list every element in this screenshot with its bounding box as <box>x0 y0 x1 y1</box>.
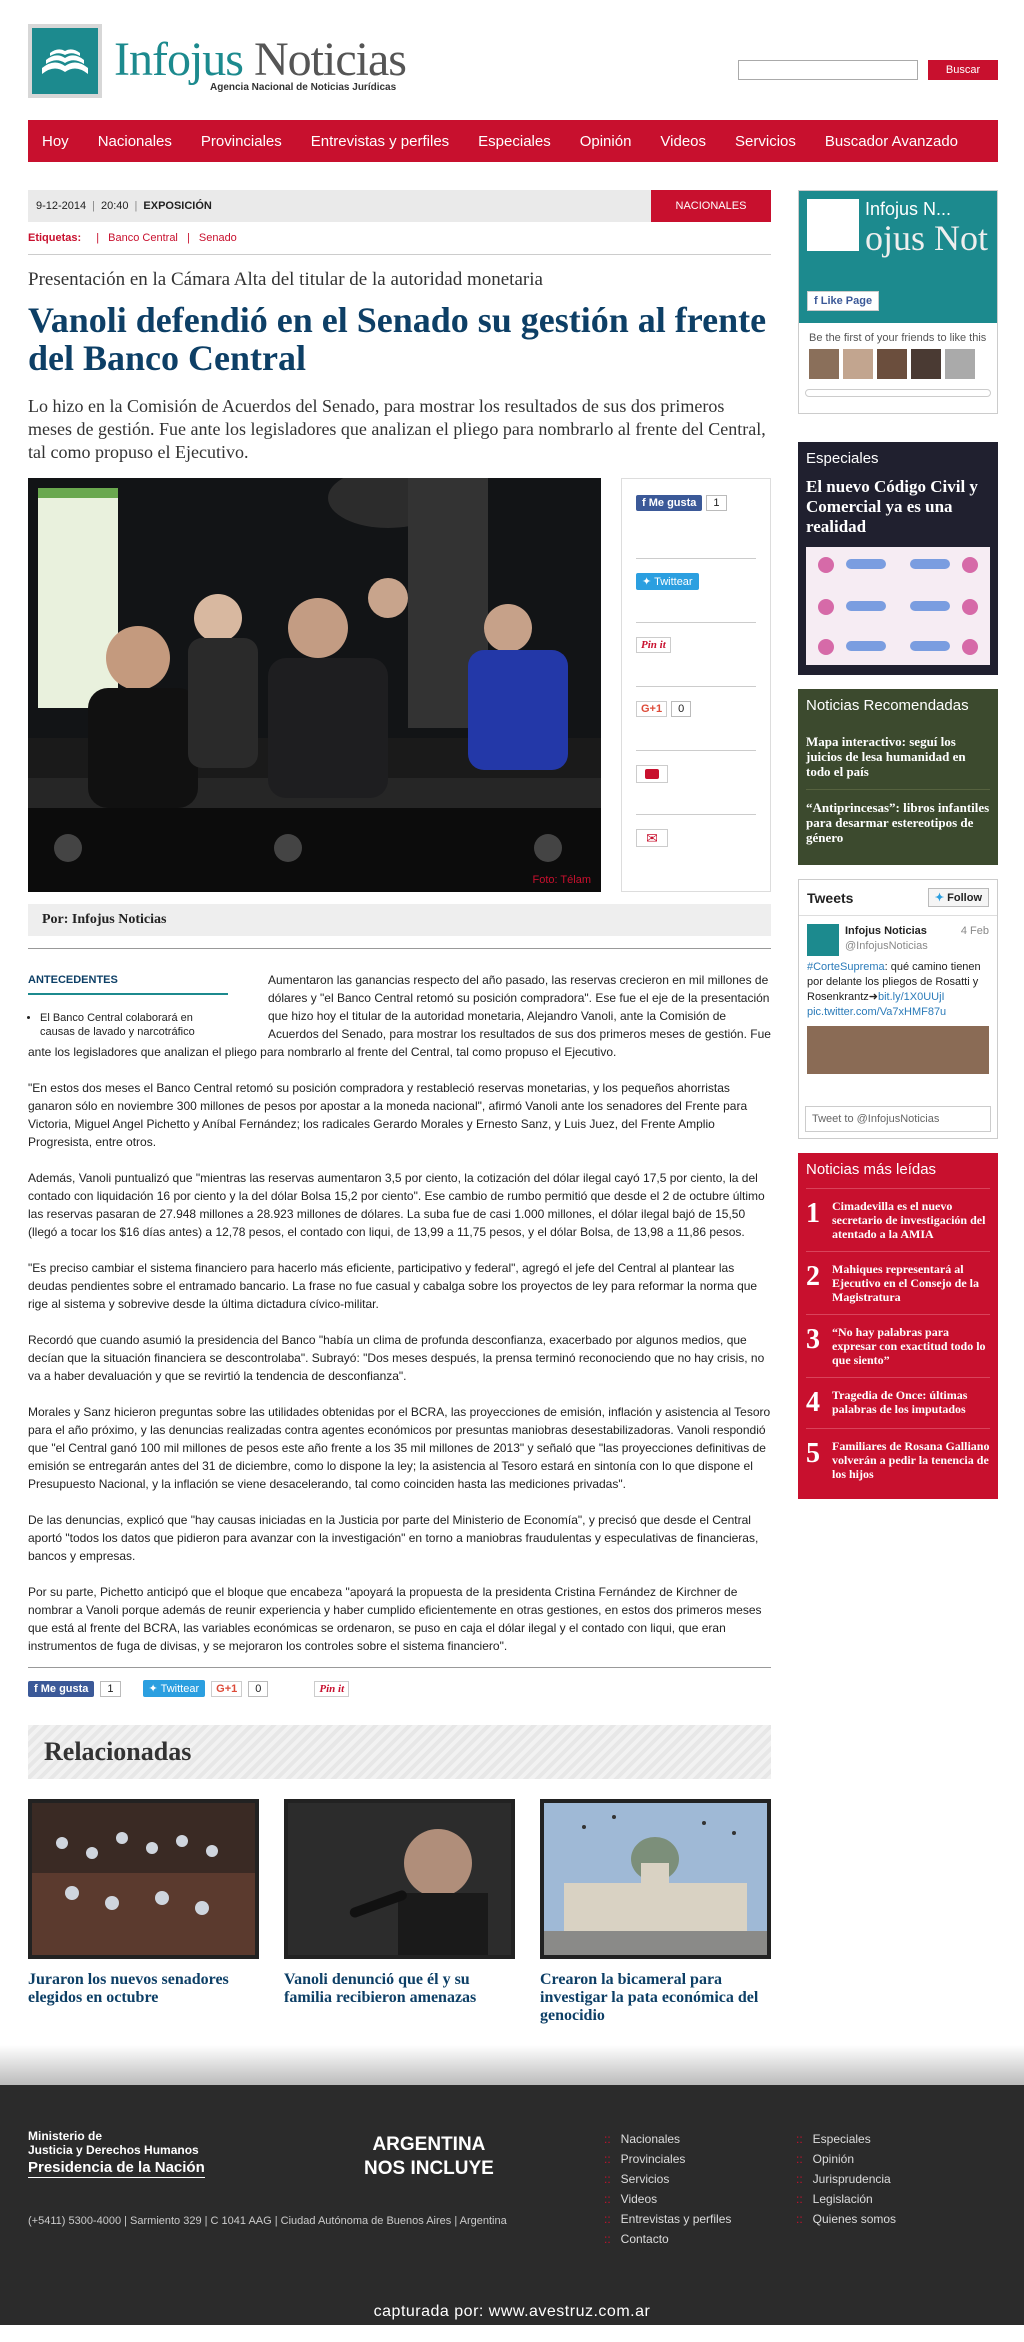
avatar[interactable] <box>809 349 839 379</box>
twitter-follow-button[interactable]: ✦ Follow <box>928 888 989 907</box>
mas-leida-title[interactable]: “No hay palabras para expresar con exactitud todo lo que siento” <box>832 1325 986 1367</box>
related-image[interactable] <box>284 1799 515 1959</box>
search-button[interactable]: Buscar <box>928 60 998 80</box>
nav-opinion[interactable]: Opinión <box>579 132 632 150</box>
tweet-pic-link[interactable]: pic.twitter.com/Va7xHMF87u <box>807 1006 947 1018</box>
footer-link[interactable]: :: Videos <box>604 2189 731 2209</box>
nav-entrevistas[interactable]: Entrevistas y perfiles <box>310 132 450 150</box>
twitter-widget <box>798 879 998 1139</box>
recomendadas-heading: Noticias Recomendadas <box>806 697 969 714</box>
print-button[interactable] <box>636 765 668 783</box>
article-photo <box>28 478 601 892</box>
facebook-icon: f <box>34 1682 38 1695</box>
paragraph: Recordó que cuando asumió la presidencia del Banco "había un clima de profunda desconfianza, exacerbado por algunos medios, que decían que la situación financiera se descontrolaba". Subrayó: "Dos meses después, la prensa terminó reconociendo que no hay crisis, no va a haber devaluación y que se revirtió la tendencia de desconfianza". <box>28 1333 765 1383</box>
rank-number: 1 <box>806 1198 820 1229</box>
facebook-count: 1 <box>706 495 726 511</box>
footer-link[interactable]: :: Jurisprudencia <box>796 2169 896 2189</box>
article-title: Vanoli defendió en el Senado su gestión al frente del Banco Central <box>28 300 767 378</box>
facebook-page-avatar[interactable] <box>807 199 859 251</box>
brand-title: Infojus Noticias <box>114 33 406 86</box>
mas-leidas-heading: Noticias más leídas <box>806 1161 937 1178</box>
twitter-icon: ✦ <box>934 892 945 904</box>
pinterest-button[interactable]: Pin it <box>314 1681 349 1697</box>
tweet <box>799 916 997 1082</box>
mas-leida-title[interactable]: Cimadevilla es el nuevo secretario de investigación del atentado a la AMIA <box>832 1199 986 1241</box>
article <box>28 190 771 2025</box>
twitter-share-button[interactable]: ✦ Twittear <box>636 573 699 590</box>
tags: Etiquetas: | Banco Central | Senado <box>28 232 771 255</box>
nav-servicios[interactable]: Servicios <box>735 132 796 150</box>
article-type: EXPOSICIÓN <box>143 200 212 212</box>
related-image[interactable] <box>540 1799 771 1959</box>
nav-provinciales[interactable]: Provinciales <box>200 132 282 150</box>
mas-leida-item[interactable] <box>806 1377 990 1428</box>
avatar[interactable] <box>843 349 873 379</box>
facebook-icon: f <box>814 295 818 307</box>
google-plus-count: 0 <box>248 1681 268 1697</box>
footer <box>0 2085 1024 2325</box>
footer-link[interactable]: :: Entrevistas y perfiles <box>604 2209 731 2229</box>
mas-leida-item[interactable] <box>806 1314 990 1377</box>
share-panel <box>621 478 771 892</box>
tweet-handle[interactable]: @InfojusNoticias <box>845 940 928 952</box>
paragraph: Aumentaron las ganancias respecto del año pasado, las reservas crecieron en mil millones de dólares y "el Banco Central retomó su posición compradora". Ese fue el eje de la presentación que hizo hoy el titular de la autoridad monetaria, Alejandro Vanoli, ante la Comisión de Acuerdos del Senado, para mostrar los resultados de sus dos primeros meses de gestión. Fue ante los legisladores que analizan el pliego para nombrarlo al frente del Central, tal como propuso el Ejecutivo. <box>28 973 771 1059</box>
related-title[interactable]: Vanoli denunció que él y su familia recibieron amenazas <box>284 1971 477 2006</box>
twitter-icon: ✦ <box>642 576 652 588</box>
header <box>28 0 998 120</box>
tags-label: Etiquetas: <box>28 232 82 244</box>
bottom-share <box>28 1667 771 1697</box>
mas-leida-title[interactable]: Tragedia de Once: últimas palabras de los imputados <box>832 1388 968 1416</box>
related-item[interactable] <box>540 1799 771 2025</box>
author: Por: Infojus Noticias <box>28 904 771 936</box>
facebook-like-button[interactable]: f Me gusta <box>636 495 702 511</box>
article-meta: 9-12-2014 | 20:40 | EXPOSICIÓN NACIONALES <box>28 190 771 222</box>
avatar[interactable] <box>911 349 941 379</box>
paragraph: Por su parte, Pichetto anticipó que el bloque que encabeza "apoyará la propuesta de la presidenta Cristina Fernández de Kirchner de nombrar a Vanoli porque además de reunir experiencia y haber cumplido eficientemente en otras gestiones, en estos dos primeros meses que está al frente del BCRA, las variables económicas se ordenaron, se puso en caja el dólar ilegal y el contado con liqui, que eran instrumentos de fuga de divisas, y se mejoraron los controles sobre el sistema financiero". <box>28 1585 762 1653</box>
article-time: 20:40 <box>101 200 129 212</box>
tweet-to-input[interactable]: Tweet to @InfojusNoticias <box>805 1106 991 1132</box>
pinterest-button[interactable]: Pin it <box>636 637 671 653</box>
logo-book-icon[interactable] <box>28 24 102 98</box>
footer-address: (+5411) 5300-4000 | Sarmiento 329 | C 1041 AAG | Ciudad Autónoma de Buenos Aires | Argentina <box>28 2215 507 2227</box>
paragraph: Además, Vanoli puntualizó que "mientras las reservas aumentaron 3,5 por ciento, la cotización del dólar ilegal cayó 17,5 por ciento, la del contado con liquidación 16 por ciento y la del dólar Bolsa 15,2 por ciento". Ese cambio de rumbo permitió que desde el 2 de octubre último las reservas pasaran de 27.948 millones a 28.923 millones de dólares. La suba fue de casi 1.000 millones, el dólar ilegal bajó de 15,50 (llegó a tocar los $16 días antes) a 12,78 pesos, el contado con liqui, de 13,99 a 11,75 pesos, y el dólar Bolsa, de 13,98 a 11,86 pesos. <box>28 1171 765 1239</box>
facebook-faces <box>799 345 997 383</box>
antecedentes <box>28 971 228 1039</box>
tweet-author[interactable]: Infojus Noticias <box>845 925 927 937</box>
especiales-heading: Especiales <box>806 450 879 467</box>
capture-watermark: capturada por: www.avestruz.com.ar <box>373 2303 651 2320</box>
google-plus-button[interactable]: G+1 <box>636 701 667 717</box>
tweet-image[interactable] <box>807 1026 989 1074</box>
paragraph: De las denuncias, explicó que "hay causas iniciadas en la Justicia por parte del Ministerio de Economía", y precisó que desde el Central aportó "todos los datos que pidieron para avanzar con la investigación" en torno a maniobras fraudulentas y especulativas de financieras, bancos y empresas. <box>28 1513 759 1563</box>
antecedentes-title: ANTECEDENTES <box>28 971 228 995</box>
main-nav <box>28 120 998 162</box>
email-button[interactable] <box>636 829 668 847</box>
facebook-count: 1 <box>100 1681 120 1697</box>
facebook-scrollbar[interactable] <box>805 389 991 397</box>
paragraph: "En estos dos meses el Banco Central retomó su posición compradora y restableció reservas monetarias, y los pequeños ahorristas ganaron sólo en noviembre 300 millones de pesos por apostar a la moneda nacional", afirmó Vanoli ante los senadores del Frente para Victoria, Miguel Angel Pichetto y Aníbal Fernández; los radicales Gerardo Morales y Ernesto Sanz, y Luis Juez, del Frente Amplio Progresista, entre otros. <box>28 1081 748 1149</box>
tweet-hashtag[interactable]: #CorteSuprema <box>807 961 885 973</box>
paragraph: "Es preciso cambiar el sistema financiero para hacerlo más eficiente, participativo y federal", agregó el jefe del Central al plantear las deudas pendientes sobre el entramado bancario. La frase no fue casual y cabalga sobre los proyectos de ley para reformar la norma que rige al sistema y sobrevive desde la última dictadura cívico-militar. <box>28 1261 758 1311</box>
search-input[interactable] <box>738 60 918 80</box>
twitter-icon: ✦ <box>148 1683 158 1695</box>
tweet-avatar[interactable] <box>807 924 839 956</box>
print-icon <box>645 769 659 779</box>
facebook-cover-text: ojus Not <box>865 218 989 258</box>
mas-leida-title[interactable]: Familiares de Rosana Galliano volverán a pedir la tenencia de los hijos <box>832 1439 990 1481</box>
mas-leida-item[interactable] <box>806 1188 990 1251</box>
mas-leida-item[interactable] <box>806 1251 990 1314</box>
tweet-text: : qué camino tienen por delante los pliegos de Rosatti y Rosenkrantz➜ <box>807 961 981 1003</box>
tweets-heading: Tweets <box>807 889 854 906</box>
nav-videos[interactable]: Videos <box>660 132 707 150</box>
facebook-like-page-button[interactable]: f Like Page <box>807 291 879 311</box>
footer-links-col1 <box>604 2129 731 2249</box>
nav-especiales[interactable]: Especiales <box>478 132 551 150</box>
footer-link[interactable]: :: Quienes somos <box>796 2209 896 2229</box>
related-item[interactable] <box>284 1799 515 2025</box>
article-date: 9-12-2014 <box>36 200 87 212</box>
related-item[interactable] <box>28 1799 259 2025</box>
related-title[interactable]: Crearon la bicameral para investigar la pata económica del genocidio <box>540 1971 759 2024</box>
footer-link[interactable]: :: Nacionales <box>604 2129 731 2149</box>
brand-subtitle: Agencia Nacional de Noticias Jurídicas <box>210 82 397 93</box>
recomendada-item[interactable]: “Antiprincesas”: libros infantiles para desarmar estereotipos de género <box>806 789 990 855</box>
facebook-page-name[interactable]: Infojus N... <box>865 199 952 219</box>
footer-link[interactable]: :: Contacto <box>604 2229 731 2249</box>
footer-link[interactable]: :: Opinión <box>796 2149 896 2169</box>
photo-credit: Foto: Télam <box>532 874 591 886</box>
especiales-image[interactable] <box>806 547 990 665</box>
google-plus-button[interactable]: G+1 <box>211 1681 242 1697</box>
ministerio-logo[interactable]: Ministerio de Justicia y Derechos Humanos Presidencia de la Nación <box>28 2129 205 2176</box>
especiales-title[interactable]: El nuevo Código Civil y Comercial ya es una realidad <box>806 477 978 536</box>
tweet-date[interactable]: 4 Feb <box>960 925 989 937</box>
mas-leida-title[interactable]: Mahiques representará al Ejecutivo en el Consejo de la Magistratura <box>832 1262 979 1304</box>
avatar[interactable] <box>877 349 907 379</box>
facebook-like-button[interactable]: f Me gusta <box>28 1681 94 1697</box>
especiales-box <box>798 442 998 675</box>
google-plus-count: 0 <box>671 701 691 717</box>
article-kicker: Presentación en la Cámara Alta del titular de la autoridad monetaria <box>28 269 543 290</box>
brand[interactable] <box>114 33 406 93</box>
argentina-logo[interactable]: ARGENTINA NOS INCLUYE <box>364 2134 494 2179</box>
related-heading: Relacionadas <box>28 1725 771 1779</box>
section-badge[interactable]: NACIONALES <box>651 190 771 222</box>
facebook-icon: f <box>642 497 646 509</box>
related-image[interactable] <box>28 1799 259 1959</box>
facebook-widget <box>798 190 998 414</box>
mas-leida-item[interactable] <box>806 1428 990 1491</box>
tag-link[interactable]: Senado <box>198 232 237 244</box>
tweet-link[interactable]: bit.ly/1X0UUjI <box>877 991 945 1003</box>
avatar[interactable] <box>945 349 975 379</box>
tag-link[interactable]: Banco Central <box>108 232 178 244</box>
article-summary: Lo hizo en la Comisión de Acuerdos del Senado, para mostrar los resultados de sus dos primeros meses de gestión. Fue ante los legisladores que analizan el pliego para nombrarlo al frente del Central, tal como propuso el Ejecutivo. <box>28 396 766 462</box>
facebook-first-friends: Be the first of your friends to like this <box>809 332 987 344</box>
paragraph: Morales y Sanz hicieron preguntas sobre las utilidades obtenidas por el BCRA, las proyecciones de emisión, inflación y asistencia al Tesoro para el año próximo, y las denuncias realizadas contra agentes económicos por presuntas maniobras desestabilizadoras. Vanoli respondió que "el Central ganó 100 mil millones de pesos este año frente a los 35 mil millones de 2013" y señaló que "las proyecciones definitivas de emisión se entregarán antes del 31 de diciembre, como lo dispone la ley; la asistencia al Tesoro estará en sintonía con lo que dispone el Presupuesto Nacional, y la inflación se viene desacelerando, tal como coinciden hasta las mediciones privadas". <box>28 1405 771 1491</box>
mas-leidas-box <box>798 1153 998 1499</box>
related-title[interactable]: Juraron los nuevos senadores elegidos en octubre <box>28 1971 229 2006</box>
sidebar <box>798 190 998 2025</box>
footer-links-col2 <box>796 2129 896 2229</box>
rank-number: 4 <box>806 1387 820 1418</box>
article-body <box>28 971 771 1655</box>
footer-link[interactable]: :: Servicios <box>604 2169 731 2189</box>
recomendada-item[interactable]: Mapa interactivo: seguí los juicios de lesa humanidad en todo el país <box>806 734 966 779</box>
footer-link[interactable]: :: Provinciales <box>604 2149 731 2169</box>
related-list <box>28 1799 771 2025</box>
envelope-icon: ✉ <box>646 830 658 846</box>
nav-nacionales[interactable]: Nacionales <box>97 132 172 150</box>
rank-number: 3 <box>806 1324 820 1355</box>
article-media <box>28 478 771 892</box>
recomendadas-box <box>798 689 998 865</box>
search <box>738 60 998 80</box>
nav-hoy[interactable]: Hoy <box>42 132 69 150</box>
nav-buscador[interactable]: Buscador Avanzado <box>824 132 959 150</box>
rank-number: 5 <box>806 1438 820 1469</box>
antecedentes-link[interactable]: • El Banco Central colaborará en causas de lavado y narcotráfico <box>40 1011 228 1039</box>
footer-link[interactable]: :: Especiales <box>796 2129 896 2149</box>
twitter-share-button[interactable]: ✦ Twittear <box>143 1680 206 1697</box>
rank-number: 2 <box>806 1261 820 1292</box>
footer-link[interactable]: :: Legislación <box>796 2189 896 2209</box>
